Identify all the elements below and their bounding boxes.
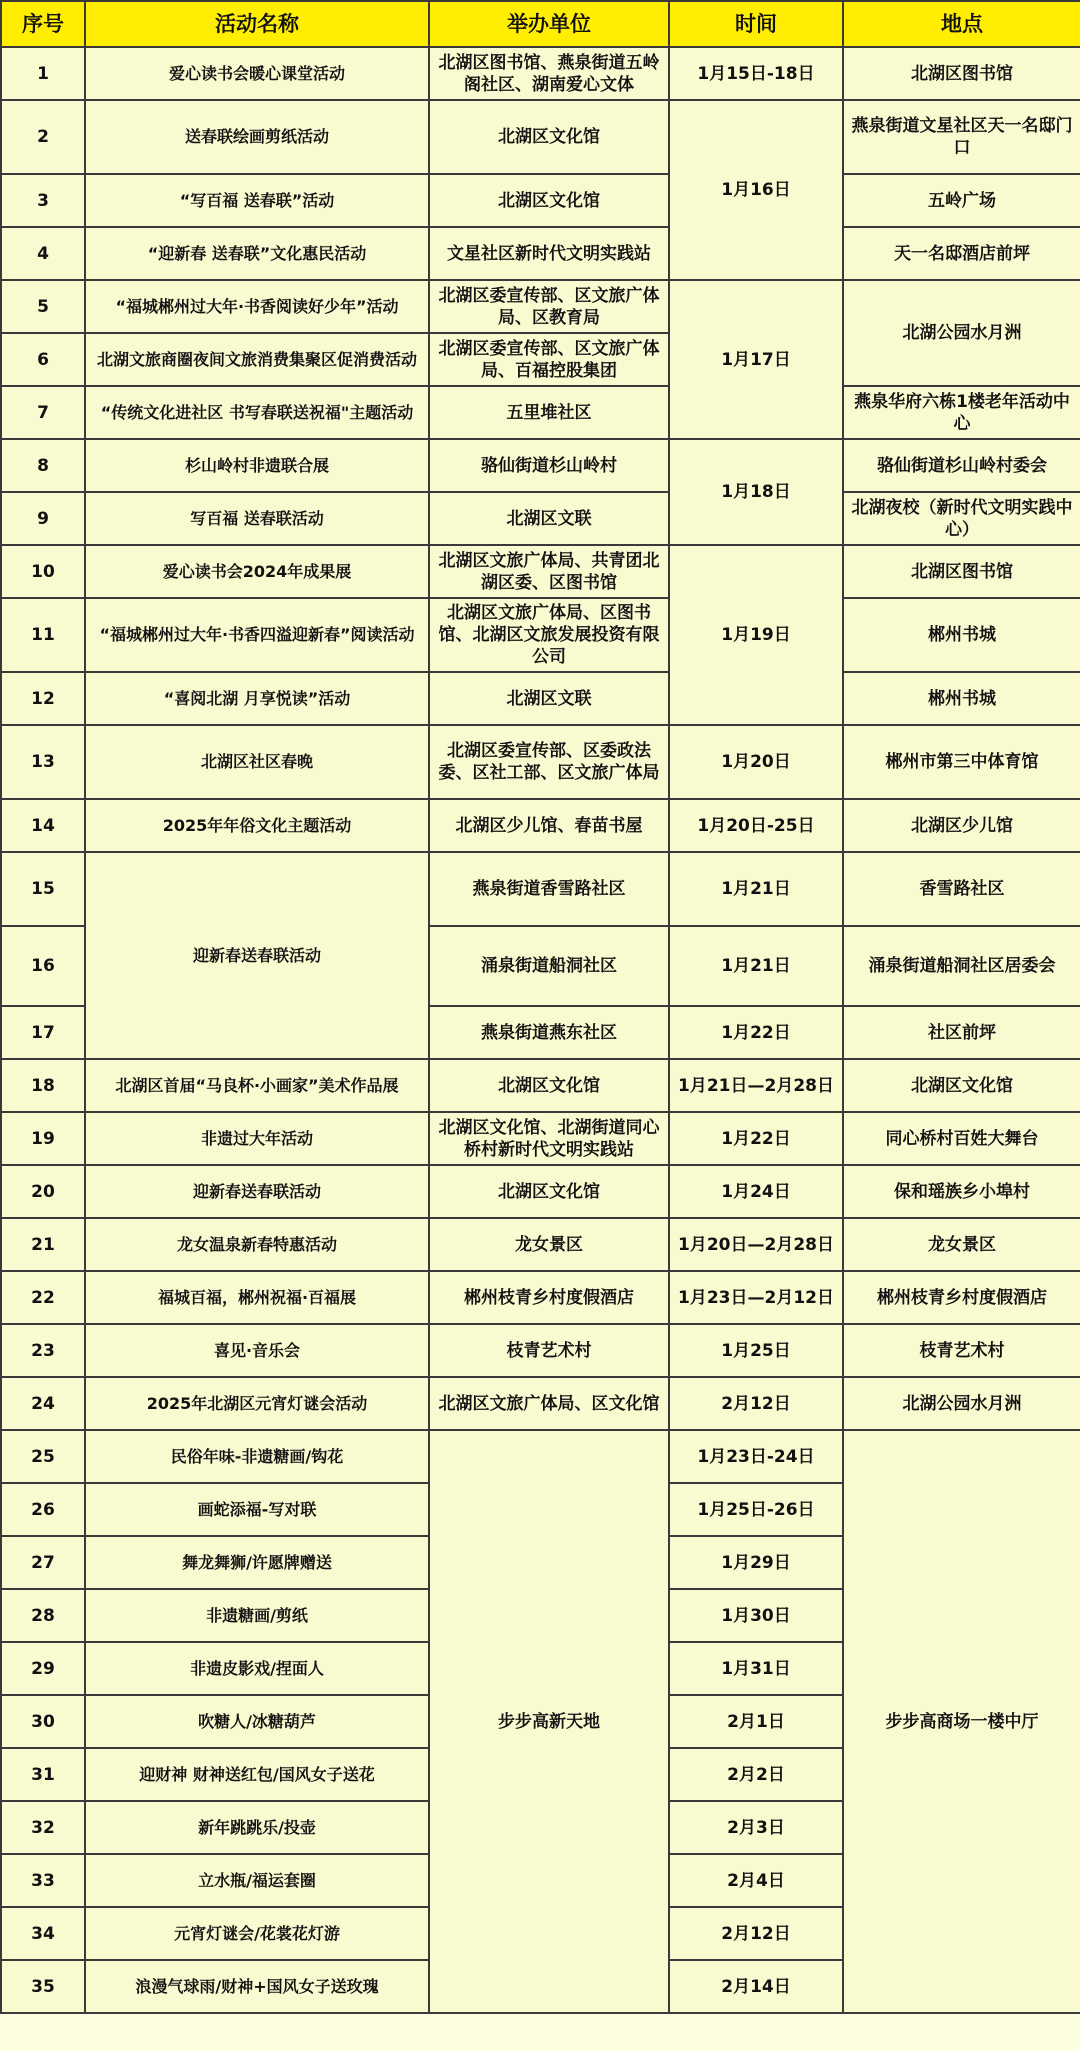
row-no: 3	[1, 174, 85, 227]
event-time: 1月21日	[669, 926, 843, 1006]
event-time: 1月20日-25日	[669, 799, 843, 852]
organizer: 北湖区文化馆	[429, 100, 669, 174]
event-time: 1月20日	[669, 725, 843, 799]
organizer: 北湖区文联	[429, 672, 669, 725]
row-no: 6	[1, 333, 85, 386]
event-time: 2月3日	[669, 1801, 843, 1854]
event-time: 2月1日	[669, 1695, 843, 1748]
event-time: 1月21日—2月28日	[669, 1059, 843, 1112]
row-no: 34	[1, 1907, 85, 1960]
event-time: 1月15日-18日	[669, 47, 843, 100]
table-row	[1, 852, 1080, 926]
row-no: 4	[1, 227, 85, 280]
table-row	[1, 799, 1080, 852]
organizer: 文星社区新时代文明实践站	[429, 227, 669, 280]
event-place: 北湖区图书馆	[843, 47, 1080, 100]
row-no: 28	[1, 1589, 85, 1642]
table-row	[1, 545, 1080, 598]
event-place: 郴州书城	[843, 598, 1080, 672]
table-row	[1, 174, 1080, 227]
organizer: 北湖区委宣传部、区委政法委、区社工部、区文旅广体局	[429, 725, 669, 799]
organizer: 北湖区少儿馆、春苗书屋	[429, 799, 669, 852]
event-time: 1月24日	[669, 1165, 843, 1218]
table-row	[1, 672, 1080, 725]
event-place: 同心桥村百姓大舞台	[843, 1112, 1080, 1165]
row-no: 35	[1, 1960, 85, 2013]
activity-name: 迎新春送春联活动	[85, 852, 429, 1059]
organizer: 燕泉街道香雪路社区	[429, 852, 669, 926]
event-place: 保和瑶族乡小埠村	[843, 1165, 1080, 1218]
activity-name: 写百福 送春联活动	[85, 492, 429, 545]
row-no: 7	[1, 386, 85, 439]
row-no: 33	[1, 1854, 85, 1907]
event-place: 香雪路社区	[843, 852, 1080, 926]
table-row	[1, 100, 1080, 174]
event-time: 2月14日	[669, 1960, 843, 2013]
organizer: 龙女景区	[429, 1218, 669, 1271]
event-place: 郴州市第三中体育馆	[843, 725, 1080, 799]
organizer: 北湖区委宣传部、区文旅广体局、百福控股集团	[429, 333, 669, 386]
activity-name: 喜见·音乐会	[85, 1324, 429, 1377]
event-time: 1月23日—2月12日	[669, 1271, 843, 1324]
activity-name: 浪漫气球雨/财神+国风女子送玫瑰	[85, 1960, 429, 2013]
activity-name: 迎财神 财神送红包/国风女子送花	[85, 1748, 429, 1801]
event-place: 北湖区图书馆	[843, 545, 1080, 598]
organizer: 北湖区文旅广体局、区图书馆、北湖区文旅发展投资有限公司	[429, 598, 669, 672]
organizer: 北湖区文旅广体局、区文化馆	[429, 1377, 669, 1430]
row-no: 12	[1, 672, 85, 725]
organizer: 北湖区文化馆	[429, 1059, 669, 1112]
row-no: 31	[1, 1748, 85, 1801]
table-row	[1, 725, 1080, 799]
organizer: 北湖区文化馆、北湖街道同心桥村新时代文明实践站	[429, 1112, 669, 1165]
organizer: 步步高新天地	[429, 1430, 669, 2013]
organizer: 涌泉街道船洞社区	[429, 926, 669, 1006]
organizer: 郴州枝青乡村度假酒店	[429, 1271, 669, 1324]
event-time: 1月29日	[669, 1536, 843, 1589]
event-time: 1月30日	[669, 1589, 843, 1642]
row-no: 24	[1, 1377, 85, 1430]
row-no: 18	[1, 1059, 85, 1112]
activity-name: 2025年北湖区元宵灯谜会活动	[85, 1377, 429, 1430]
table-row	[1, 227, 1080, 280]
event-place: 燕泉华府六栋1楼老年活动中心	[843, 386, 1080, 439]
table-row	[1, 1218, 1080, 1271]
event-time: 2月12日	[669, 1907, 843, 1960]
activity-name: 非遗皮影戏/捏面人	[85, 1642, 429, 1695]
table-row	[1, 598, 1080, 672]
event-place: 五岭广场	[843, 174, 1080, 227]
event-time: 2月2日	[669, 1748, 843, 1801]
event-place: 涌泉街道船洞社区居委会	[843, 926, 1080, 1006]
organizer: 北湖区图书馆、燕泉街道五岭阁社区、湖南爱心文体	[429, 47, 669, 100]
row-no: 23	[1, 1324, 85, 1377]
activity-name: 舞龙舞狮/许愿牌赠送	[85, 1536, 429, 1589]
table-row	[1, 492, 1080, 545]
activity-name: 爱心读书会暖心课堂活动	[85, 47, 429, 100]
event-place: 郴州书城	[843, 672, 1080, 725]
table-row	[1, 386, 1080, 439]
row-no: 11	[1, 598, 85, 672]
header-org: 举办单位	[429, 1, 669, 47]
table-row	[1, 1271, 1080, 1324]
row-no: 9	[1, 492, 85, 545]
table-row	[1, 1377, 1080, 1430]
event-place: 天一名邸酒店前坪	[843, 227, 1080, 280]
activity-name: 立水瓶/福运套圈	[85, 1854, 429, 1907]
event-time: 1月25日	[669, 1324, 843, 1377]
row-no: 14	[1, 799, 85, 852]
activity-name: 民俗年味-非遗糖画/钩花	[85, 1430, 429, 1483]
row-no: 5	[1, 280, 85, 333]
event-time: 1月22日	[669, 1112, 843, 1165]
activity-name: 福城百福，郴州祝福·百福展	[85, 1271, 429, 1324]
event-place: 枝青艺术村	[843, 1324, 1080, 1377]
row-no: 10	[1, 545, 85, 598]
header-place: 地点	[843, 1, 1080, 47]
event-time: 2月4日	[669, 1854, 843, 1907]
activity-name: “喜阅北湖 月享悦读”活动	[85, 672, 429, 725]
event-time: 1月31日	[669, 1642, 843, 1695]
organizer: 骆仙街道杉山岭村	[429, 439, 669, 492]
organizer: 枝青艺术村	[429, 1324, 669, 1377]
table-row	[1, 1059, 1080, 1112]
row-no: 29	[1, 1642, 85, 1695]
header-name: 活动名称	[85, 1, 429, 47]
activity-name: 北湖区首届“马良杯·小画家”美术作品展	[85, 1059, 429, 1112]
table-row	[1, 1324, 1080, 1377]
row-no: 17	[1, 1006, 85, 1059]
activity-name: 非遗糖画/剪纸	[85, 1589, 429, 1642]
event-time: 1月25日-26日	[669, 1483, 843, 1536]
activity-name: “写百福 送春联”活动	[85, 174, 429, 227]
row-no: 19	[1, 1112, 85, 1165]
event-time: 1月20日—2月28日	[669, 1218, 843, 1271]
event-place: 郴州枝青乡村度假酒店	[843, 1271, 1080, 1324]
event-place: 社区前坪	[843, 1006, 1080, 1059]
event-place: 龙女景区	[843, 1218, 1080, 1271]
table-row	[1, 1112, 1080, 1165]
row-no: 8	[1, 439, 85, 492]
activity-name: 送春联绘画剪纸活动	[85, 100, 429, 174]
organizer: 北湖区文化馆	[429, 1165, 669, 1218]
row-no: 20	[1, 1165, 85, 1218]
organizer: 五里堆社区	[429, 386, 669, 439]
event-place: 北湖公园水月洲	[843, 1377, 1080, 1430]
event-time: 1月19日	[669, 545, 843, 725]
activity-name: 迎新春送春联活动	[85, 1165, 429, 1218]
row-no: 1	[1, 47, 85, 100]
activity-name: 吹糖人/冰糖葫芦	[85, 1695, 429, 1748]
activity-name: “福城郴州过大年·书香阅读好少年”活动	[85, 280, 429, 333]
event-time: 1月16日	[669, 100, 843, 280]
event-place: 北湖公园水月洲	[843, 280, 1080, 386]
event-place: 步步高商场一楼中厅	[843, 1430, 1080, 2013]
row-no: 21	[1, 1218, 85, 1271]
table-row	[1, 280, 1080, 333]
organizer: 北湖区委宣传部、区文旅广体局、区教育局	[429, 280, 669, 333]
activity-name: 元宵灯谜会/花裳花灯游	[85, 1907, 429, 1960]
organizer: 北湖区文联	[429, 492, 669, 545]
event-place: 燕泉街道文星社区天一名邸门口	[843, 100, 1080, 174]
event-place: 北湖区少儿馆	[843, 799, 1080, 852]
event-place: 北湖夜校（新时代文明实践中心）	[843, 492, 1080, 545]
activity-name: 龙女温泉新春特惠活动	[85, 1218, 429, 1271]
row-no: 13	[1, 725, 85, 799]
row-no: 2	[1, 100, 85, 174]
table-row	[1, 439, 1080, 492]
activity-name: 北湖区社区春晚	[85, 725, 429, 799]
activity-name: 2025年年俗文化主题活动	[85, 799, 429, 852]
row-no: 32	[1, 1801, 85, 1854]
table-row	[1, 1430, 1080, 1483]
row-no: 22	[1, 1271, 85, 1324]
activity-name: 非遗过大年活动	[85, 1112, 429, 1165]
header-no: 序号	[1, 1, 85, 47]
activity-name: 北湖文旅商圈夜间文旅消费集聚区促消费活动	[85, 333, 429, 386]
row-no: 16	[1, 926, 85, 1006]
header-time: 时间	[669, 1, 843, 47]
activity-name: 画蛇添福-写对联	[85, 1483, 429, 1536]
event-place: 骆仙街道杉山岭村委会	[843, 439, 1080, 492]
activity-name: “福城郴州过大年·书香四溢迎新春”阅读活动	[85, 598, 429, 672]
header-row	[1, 1, 1080, 47]
activity-name: “传统文化进社区 书写春联送祝福"主题活动	[85, 386, 429, 439]
row-no: 30	[1, 1695, 85, 1748]
row-no: 15	[1, 852, 85, 926]
event-time: 2月12日	[669, 1377, 843, 1430]
table-row	[1, 47, 1080, 100]
activity-name: 新年跳跳乐/投壶	[85, 1801, 429, 1854]
activity-name: 杉山岭村非遗联合展	[85, 439, 429, 492]
activity-name: “迎新春 送春联”文化惠民活动	[85, 227, 429, 280]
event-time: 1月18日	[669, 439, 843, 545]
row-no: 25	[1, 1430, 85, 1483]
table-row	[1, 1165, 1080, 1218]
row-no: 26	[1, 1483, 85, 1536]
event-time: 1月17日	[669, 280, 843, 439]
organizer: 北湖区文化馆	[429, 174, 669, 227]
event-place: 北湖区文化馆	[843, 1059, 1080, 1112]
row-no: 27	[1, 1536, 85, 1589]
organizer: 燕泉街道燕东社区	[429, 1006, 669, 1059]
event-time: 1月22日	[669, 1006, 843, 1059]
organizer: 北湖区文旅广体局、共青团北湖区委、区图书馆	[429, 545, 669, 598]
activity-name: 爱心读书会2024年成果展	[85, 545, 429, 598]
event-time: 1月23日-24日	[669, 1430, 843, 1483]
event-time: 1月21日	[669, 852, 843, 926]
